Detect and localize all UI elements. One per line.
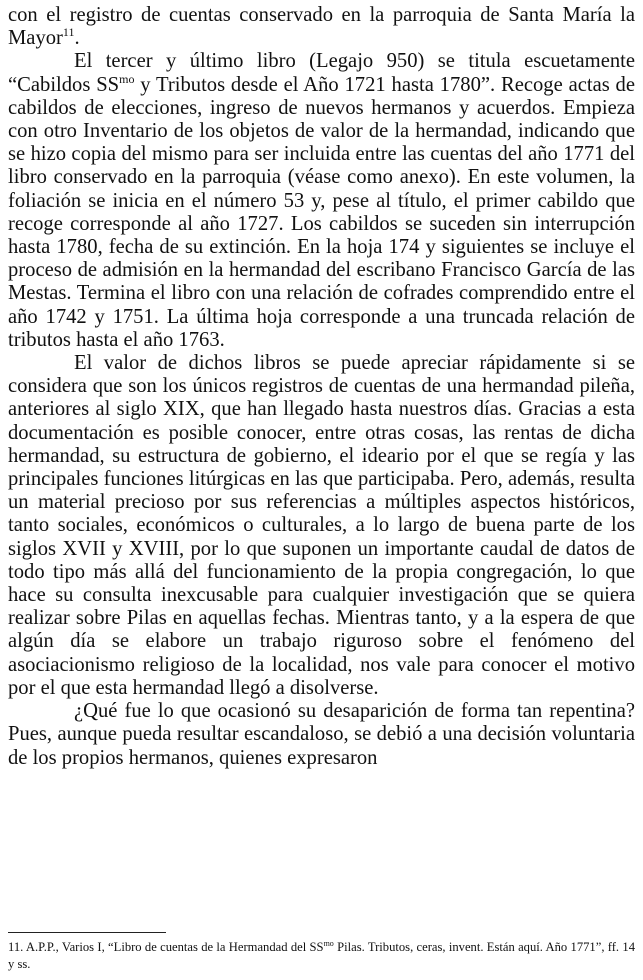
document-page bbox=[8, 4, 635, 770]
body-text bbox=[8, 4, 635, 770]
footnote-text-end: Pilas. Tributos, ceras, invent. Están aquí. Año 1771”, ff. 14 y ss. bbox=[8, 940, 635, 971]
paragraph-text: con el registro de cuentas conservado en la parroquia de Santa María la Mayor bbox=[8, 4, 635, 50]
paragraph-text: ¿Qué fue lo que ocasionó su desaparición de forma tan repentina? Pues, aunque pueda resultar escandaloso, se debió a una decisión voluntaria de los propios hermanos, quienes expresaron bbox=[8, 700, 635, 769]
paragraph-3 bbox=[8, 352, 635, 700]
paragraph-text-end: y Tributos desde el Año 1721 hasta 1780”. Recoge actas de cabildos de elecciones, ingreso de nuevos hermanos y acuerdos. Empieza con otro Inventario de los objetos de valor de la hermandad, indicando que se hizo copia del mismo para ser incluida entre las cuentas del año 1771 del libro conservado en la parroquia (véase como anexo). En este volumen, la foliación se inicia en el número 53 y, pese al título, el primer cabildo que recoge corresponde al año 1727. Los cabildos se suceden sin interrupción hasta 1780, fecha de su extinción. En la hoja 174 y siguientes se incluye el proceso de admisión en la hermandad del escribano Francisco García de las Mestas. Termina el libro con una relación de cofrades comprendido entre el año 1742 y 1751. La última hoja corresponde a una truncada relación de tributos hasta el año 1763. bbox=[8, 73, 635, 351]
paragraph-text-end: . bbox=[74, 27, 80, 50]
footnote-separator bbox=[8, 932, 166, 933]
superscript-abbrev: mo bbox=[119, 71, 135, 86]
paragraph-text: El tercer y último libro (Legajo 950) se titula escuetamente “Cabildos SS bbox=[8, 50, 635, 96]
footnote-number: 11. bbox=[8, 940, 24, 954]
footnote-text: A.P.P., Varios I, “Libro de cuentas de la Hermandad del SS bbox=[23, 940, 324, 954]
footnote-superscript: mo bbox=[323, 938, 334, 948]
footnote-reference: 11 bbox=[62, 25, 75, 40]
paragraph-4 bbox=[8, 700, 635, 770]
paragraph-2 bbox=[8, 50, 635, 352]
footnote bbox=[8, 939, 635, 972]
paragraph-1 bbox=[8, 4, 635, 50]
paragraph-text: El valor de dichos libros se puede apreciar rápidamente si se considera que son los únicos registros de cuentas de una hermandad pileña, anteriores al siglo XIX, que han llegado hasta nuestros días. Gracias a esta documentación es posible conocer, entre otras cosas, las rentas de dicha hermandad, su estructura de gobierno, el ideario por el que se regía y las principales funciones litúrgicas en las que participaba. Pero, además, resulta un material precioso por sus referencias a múltiples aspectos históricos, tanto sociales, económicos o culturales, a lo largo de buena parte de los siglos XVII y XVIII, por lo que suponen un importante caudal de datos de todo tipo más allá del funcionamiento de la propia congregación, lo que hace su consulta inexcusable para cualquier investigación que se quiera realizar sobre Pilas en aquellas fechas. Mientras tanto, y a la espera de que algún día se elabore un trabajo riguroso sobre el fenómeno del asociacionismo religioso de la localidad, nos vale para conocer el motivo por el que esta hermandad llegó a disolverse. bbox=[8, 352, 635, 699]
